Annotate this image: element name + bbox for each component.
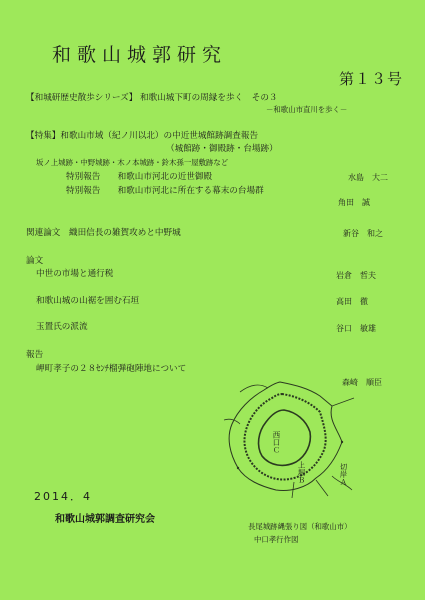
special-report-2: 特別報告 和歌山市河北に所在する幕末の台場群 (66, 186, 264, 196)
author-1: 水島 大二 (348, 173, 388, 182)
map-credit: 中口孝行作図 (254, 535, 299, 544)
feature-heading: 【特集】和歌山市域（紀ノ川以北）の中近世城館跡調査報告 (26, 131, 259, 141)
paper-title: 中世の市場と通行税 (36, 269, 114, 279)
paper-author: 谷口 敏雄 (336, 324, 376, 333)
paper-title: 和歌山城の山裾を囲む石垣 (36, 296, 140, 306)
paper-author: 高田 徹 (336, 297, 368, 306)
map-label-south: 上堀Ｂ (297, 461, 306, 484)
map-label-east: 切岸Ａ (339, 463, 348, 486)
paper-author: 岩倉 哲夫 (336, 271, 376, 280)
map-label-west: 西口Ｃ (272, 431, 281, 454)
issue-number: 第１３号 (338, 70, 403, 88)
report-heading: 報告 (26, 350, 44, 360)
paper-title: 玉置氏の派流 (36, 322, 88, 332)
special-report-1: 特別報告 和歌山市河北の近世御殿 (66, 172, 213, 182)
publication-date: 2014．4 (34, 490, 92, 503)
author-2: 角田 誠 (338, 198, 370, 207)
publisher: 和歌山城郭調査研究会 (55, 514, 155, 525)
feature-subtitle: （城館跡・御殿跡・台場跡） (166, 144, 278, 154)
map-caption: 長尾城跡縄張り図（和歌山市） (248, 522, 352, 531)
feature-sites: 坂ノ上城跡・中野城跡・木ノ本城跡・鈴木孫一屋敷跡など (36, 158, 229, 167)
series-subtitle: －和歌山市直川を歩く－ (266, 105, 348, 114)
journal-title: 和歌山城郭研究 (52, 44, 228, 66)
papers-heading: 論文 (26, 256, 44, 266)
related-paper-author: 新谷 和之 (343, 229, 383, 238)
series-heading: 【和城研歴史散歩シリーズ】 和歌山城下町の周縁を歩く その３ (26, 93, 278, 103)
related-paper-title: 関連論文 織田信長の雑賀攻めと中野城 (26, 228, 181, 238)
report-title: 岬町孝子の２８ｾﾝﾁ榴弾砲陣地について (36, 364, 187, 374)
report-author: 森崎 順臣 (342, 378, 382, 387)
